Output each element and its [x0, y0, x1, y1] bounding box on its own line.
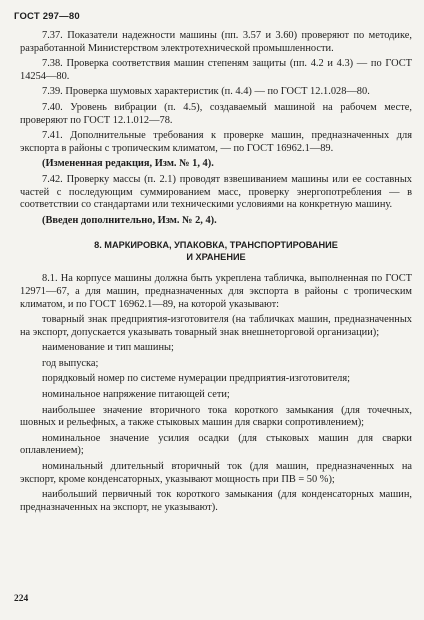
paragraph-7-41: 7.41. Дополнительные требования к проверке машин, предназначенных для экспорта в районы с тропическим климатом, — по ГОСТ 16962.1—89.	[20, 130, 412, 154]
paragraph-7-42: 7.42. Проверку массы (п. 2.1) проводят взвешиванием машины или ее составных частей с последующим суммированием масс, проверку энергопотребления — в соответствии со стандартами или техническими условиями на конкретную машину.	[20, 173, 412, 211]
paragraph-8-1: 8.1. На корпусе машины должна быть укреплена табличка, выполненная по ГОСТ 12971—67, а для машин, предназначенных для экспорта в районы с тропическим климатом, и по ГОСТ 16962.1—89, на которой указывают:	[20, 273, 412, 310]
list-item-upset-force: номинальное значение усилия осадки (для стыковых машин для сварки оплавлением);	[20, 432, 412, 457]
document-header: ГОСТ 297—80	[14, 11, 80, 22]
page-number: 224	[14, 594, 29, 604]
list-item-voltage: номинальное напряжение питающей сети;	[42, 389, 230, 401]
paragraph-7-38: 7.38. Проверка соответствия машин степеням защиты (пп. 4.2 и 4.3) — по ГОСТ 14254—80.	[20, 58, 412, 82]
paragraph-7-37: 7.37. Показатели надежности машины (пп. 3.57 и 3.60) проверяют по методике, разработанной Министерством электротехнической промышленности.	[20, 30, 412, 54]
amendment-note-1: (Измененная редакция, Изм. № 1, 4).	[42, 158, 214, 170]
list-item-continuous-current: номинальный длительный вторичный ток (для машин, предназначенных на экспорт, кроме конденсаторных, указывают мощность при ПВ = 50 %);	[20, 461, 412, 485]
section-title-line-1: 8. МАРКИРОВКА, УПАКОВКА, ТРАНСПОРТИРОВАНИЕ	[94, 240, 338, 251]
section-title-line-2: И ХРАНЕНИЕ	[186, 252, 246, 263]
list-item-serial: порядковый номер по системе нумерации предприятия-изготовителя;	[42, 373, 351, 385]
amendment-note-2: (Введен дополнительно, Изм. № 2, 4).	[42, 214, 217, 226]
list-item-max-current: наибольшее значение вторичного тока короткого замыкания (для точечных, шовных и рельефных, а также стыковых машин для сварки сопротивлением);	[20, 404, 412, 429]
paragraph-7-39: 7.39. Проверка шумовых характеристик (п. 4.4) — по ГОСТ 12.1.028—80.	[42, 86, 370, 98]
list-item-name-type: наименование и тип машины;	[42, 342, 174, 354]
document-body	[20, 30, 412, 517]
list-item-primary-current: наибольший первичный ток короткого замыкания (для конденсаторных машин, предназначенных на экспорт, не указывают).	[20, 489, 412, 513]
list-item-trademark: товарный знак предприятия-изготовителя (на табличках машин, предназначенных на экспорт, допускается указывать товарный знак внешнеторговой организации);	[20, 314, 412, 338]
list-item-year: год выпуска;	[42, 357, 99, 369]
section-8-title	[20, 239, 412, 263]
paragraph-7-40: 7.40. Уровень вибрации (п. 4.5), создаваемый машиной на рабочем месте, проверяют по ГОСТ 12.1.012—78.	[20, 101, 412, 126]
